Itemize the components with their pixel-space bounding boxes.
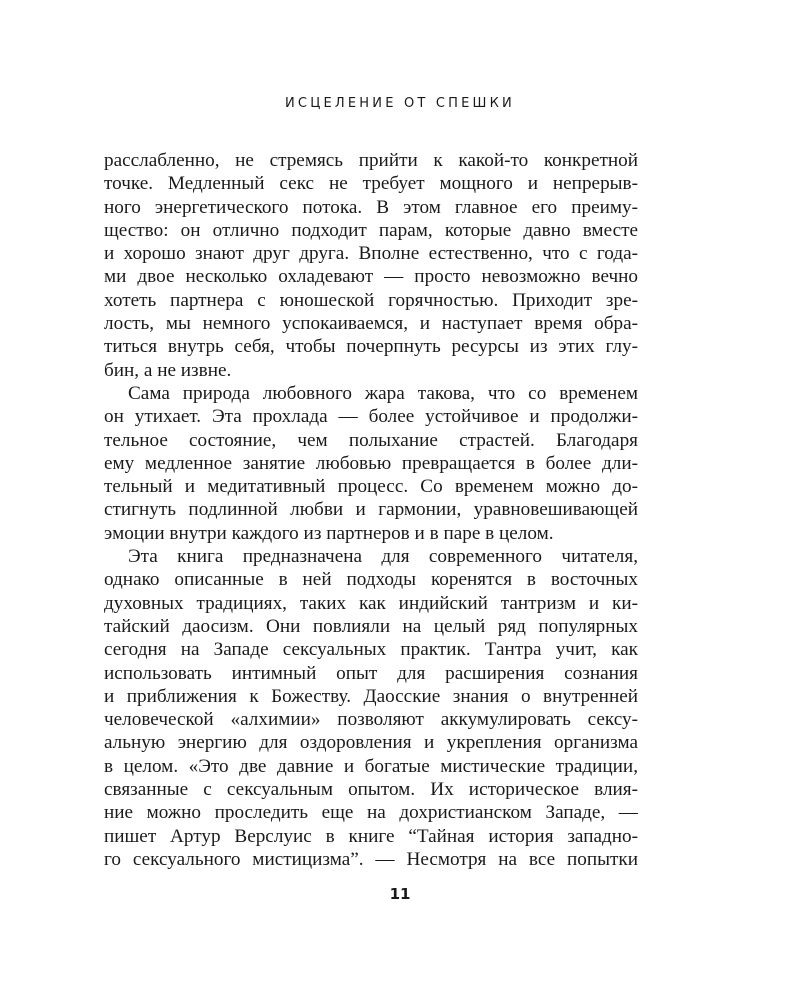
text-line: титься внутрь себя, чтобы почерпнуть ресурсы из этих глу- [104,336,638,358]
text-line: он утихает. Эта прохлада — более устойчивое и продолжи- [104,406,638,428]
text-line: духовных традициях, таких как индийский тантризм и ки- [104,592,638,614]
text-line: щество: он отлично подходит парам, которые давно вместе [104,219,638,241]
text-line: однако описанные в ней подходы коренятся в восточных [104,569,638,591]
text-line: го сексуального мистицизма”. — Несмотря на все попытки [104,848,638,870]
text-line: человеческой «алхимии» позволяют аккумулировать сексу- [104,709,638,731]
text-line: стигнуть подлинной любви и гармонии, уравновешивающей [104,499,638,521]
text-line: связанные с сексуальным опытом. Их историческое влия- [104,779,638,801]
text-line: пишет Артур Верслуис в книге “Тайная история западно- [104,825,638,847]
text-line: ние можно проследить еще на дохристианском Западе, — [104,802,638,824]
text-line: расслабленно, не стремясь прийти к какой-то конкретной [104,150,638,171]
text-line: бин, а не извне. [104,359,232,381]
running-head: ИСЦЕЛЕНИЕ ОТ СПЕШКИ [285,96,515,111]
text-line: хотеть партнера с юношеской горячностью. Приходит зре- [104,289,638,311]
text-line: сегодня на Западе сексуальных практик. Тантра учит, как [104,639,638,661]
text-line: Эта книга предназначена для современного читателя, [128,546,638,568]
body-text [104,149,638,871]
text-line: тайский даосизм. Они повлияли на целый ряд популярных [104,615,638,637]
text-line: тельное состояние, чем полыхание страстей. Благодаря [104,429,638,451]
page-number: 11 [389,885,411,903]
text-line: использовать интимный опыт для расширения сознания [104,662,638,684]
text-line: эмоции внутри каждого из партнеров и в паре в целом. [104,522,554,544]
text-line: альную энергию для оздоровления и укрепления организма [104,732,638,754]
text-line: ного энергетического потока. В этом главное его преиму- [104,196,638,218]
text-line: и хорошо знают друг друга. Вполне естественно, что с года- [104,243,638,265]
text-line: ми двое несколько охладевают — просто невозможно вечно [104,266,638,288]
text-line: и приближения к Божеству. Даосские знания о внутренней [104,685,638,707]
text-line: точке. Медленный секс не требует мощного и непрерыв- [104,173,638,195]
text-line: лость, мы немного успокаиваемся, и наступает время обра- [104,313,638,335]
text-line: Сама природа любовного жара такова, что со временем [128,382,638,404]
text-line: ему медленное занятие любовью превращается в более дли- [104,452,638,474]
text-line: в целом. «Это две давние и богатые мистические традиции, [104,755,638,777]
text-line: тельный и медитативный процесс. Со временем можно до- [104,476,638,498]
